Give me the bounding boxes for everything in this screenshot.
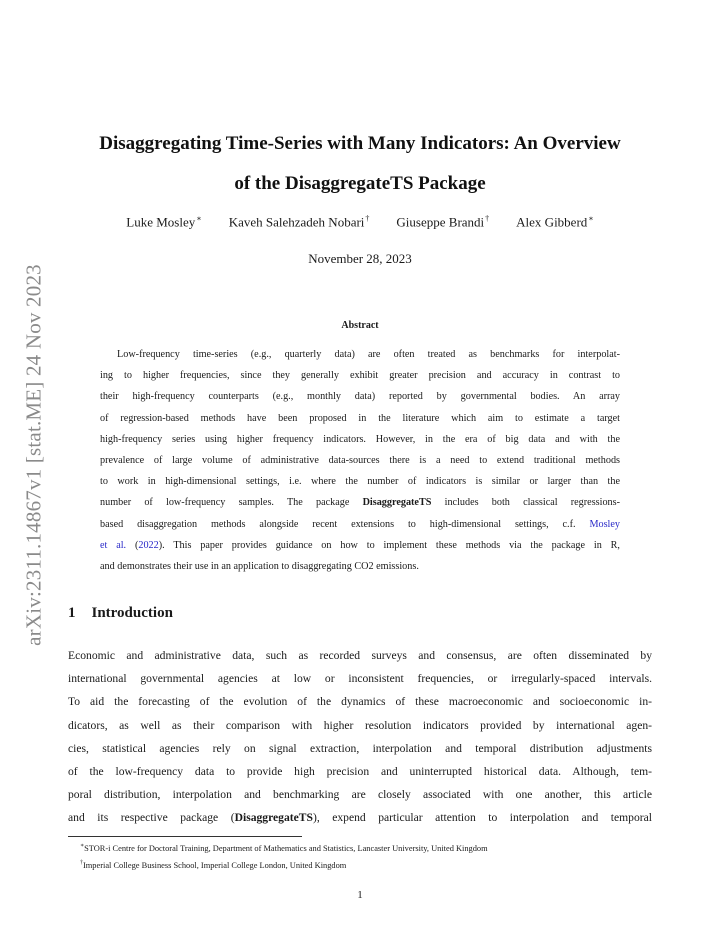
section-title: Introduction [91,605,173,621]
body-line: of the low-frequency data to provide high precision and uninterrupted historical data. Although, tem- [68,765,652,779]
footnotes [80,839,660,873]
body-line: Economic and administrative data, such as recorded surveys and consensus, are often disseminated by [68,649,652,662]
abstract-line: their high-frequency counterparts (e.g., monthly data) reported by governmental bodies. An array [100,391,620,403]
introduction-paragraph [68,644,652,830]
abstract-line: high-frequency series using higher frequency indicators. However, in the era of big data and with the [100,433,620,445]
abstract-line: ing to higher frequencies, since they generally exhibit greater precision and accuracy in contrast to [100,370,620,382]
body-line: and its respective package (DisaggregateTS), expend particular attention to interpolation and temporal [68,811,653,825]
abstract-line: to work in high-dimensional settings, i.e. where the number of indicators is similar or larger than the [100,476,620,488]
footnote-divider [68,836,302,837]
abstract-line: Low-frequency time-series (e.g., quarterly data) are often treated as benchmarks for interpolat- [117,349,620,360]
abstract-line: number of low-frequency samples. The package DisaggregateTS includes both classical regressions- [100,497,620,509]
title-line-2: of the DisaggregateTS Package [234,173,486,194]
citation-link-etal[interactable]: et al. [100,539,127,551]
title-line-1: Disaggregating Time-Series with Many Indicators: An Overview [99,133,621,154]
body-line: poral distribution, interpolation and benchmarking are closely associated with one another, this article [68,788,652,802]
package-name: DisaggregateTS [234,811,313,825]
author-list [60,214,660,230]
body-line: international governmental agencies at low or inconsistent frequencies, or irregularly-spaced intervals. [68,672,652,686]
section-heading-introduction [68,605,173,622]
body-line: To aid the forecasting of the evolution of the dynamics of these macroeconomic and socioeconomic in- [68,695,652,709]
package-name: DisaggregateTS [362,497,432,509]
publication-date: November 28, 2023 [308,251,412,266]
section-number: 1 [68,605,76,621]
abstract-line: and demonstrates their use in an application to disaggregating CO2 emissions. [100,561,419,573]
author-2: Kaveh Salehzadeh Nobari† [228,214,370,230]
abstract-line: of regression-based methods have been proposed in the literature which aim to estimate a target [100,412,620,424]
abstract-line: prevalence of large volume of administrative data-sources there is a need to extend traditional methods [100,455,620,467]
abstract-heading: Abstract [341,320,379,331]
abstract-line: et al. (2022). This paper provides guidance on how to implement these methods via the package in R, [100,539,620,551]
body-line: dicators, as well as their comparison with higher resolution indicators provided by international agen- [68,718,652,732]
body-line: cies, statistical agencies rely on signal extraction, interpolation and temporal distribution adjustments [68,741,652,755]
citation-link-author[interactable]: Mosley [589,518,620,530]
author-1-affiliation-mark: ∗ [196,214,202,223]
author-1: Luke Mosley∗ [126,214,202,230]
author-3-affiliation-mark: † [485,214,490,223]
abstract-body [100,344,620,577]
page-number: 1 [357,889,363,901]
abstract-line: based disaggregation methods alongside recent extensions to high-dimensional settings, c.f. Mosley [100,518,620,530]
footnote-1: ∗STOR-i Centre for Doctoral Training, Department of Mathematics and Statistics, Lancaster University, United Kingdom [80,843,488,853]
author-4-affiliation-mark: ∗ [588,214,594,223]
footnote-2: †Imperial College Business School, Imperial College London, United Kingdom [80,859,347,870]
arxiv-identifier-stamp: arXiv:2311.14867v1 [stat.ME] 24 Nov 2023 [21,264,46,646]
author-2-affiliation-mark: † [365,214,370,223]
author-3: Giuseppe Brandi† [396,214,490,230]
paper-title [60,124,660,204]
citation-link-year[interactable]: 2022 [138,539,159,551]
author-4: Alex Gibberd∗ [516,214,594,230]
